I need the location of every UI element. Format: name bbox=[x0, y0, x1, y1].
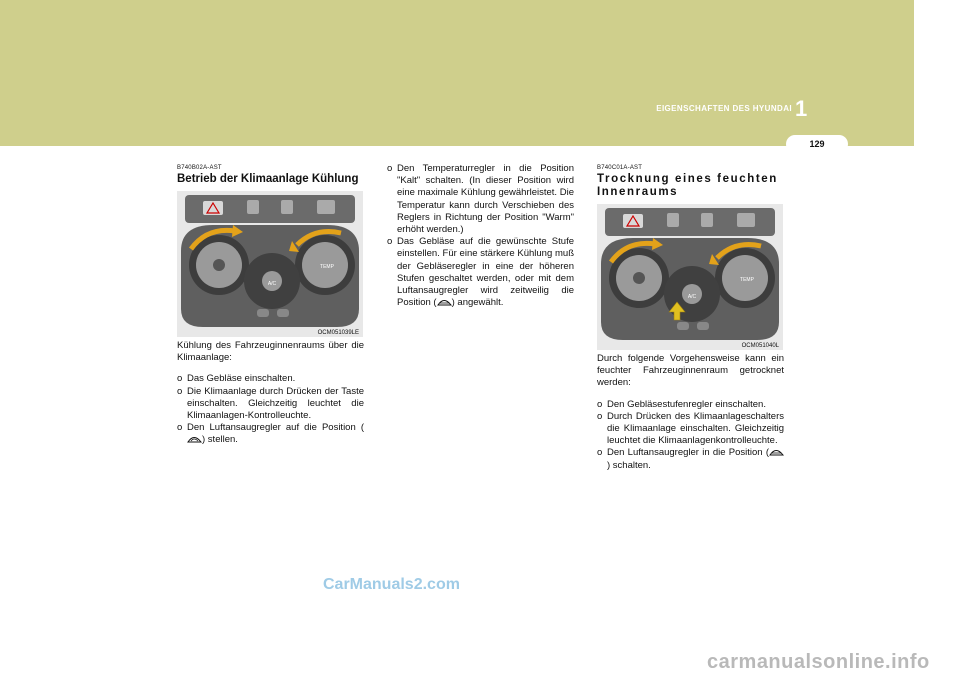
svg-text:A/C: A/C bbox=[687, 294, 697, 300]
climate-panel-illustration bbox=[597, 204, 783, 350]
list-item: o Den Luftansaugregler auf die Position () stellen. bbox=[177, 422, 364, 446]
fresh-air-icon bbox=[769, 447, 784, 457]
column-cooling-continued bbox=[387, 163, 574, 309]
page-number: 129 bbox=[786, 135, 848, 153]
climate-panel-figure bbox=[177, 191, 363, 337]
section-code: B740C01A-AST bbox=[597, 165, 643, 171]
list-item: o Die Klimaanlage durch Drücken der Taste einschalten. Gleichzeitig leuchtet die Klimaanlagen-Kontrolleuchte. bbox=[177, 385, 364, 422]
section-code: B740B02A-AST bbox=[177, 165, 222, 171]
climate-panel-figure bbox=[597, 204, 783, 350]
intro-text: Kühlung des Fahrzeuginnenraums über die Klimaanlage: bbox=[177, 340, 364, 364]
climate-panel-illustration bbox=[177, 191, 363, 337]
step-list bbox=[387, 163, 574, 309]
column-drying bbox=[597, 165, 784, 472]
list-item: o Durch Drücken des Klimaanlageschalters die Klimaanlage einschalten. Gleichzeitig leuchtet die Klimaanlagenkontrolleuchte. bbox=[597, 410, 784, 447]
intro-text: Durch folgende Vorgehensweise kann ein feuchter Fahrzeuginnenraum getrocknet werden: bbox=[597, 353, 784, 389]
chapter-title: EIGENSCHAFTEN DES HYUNDAI bbox=[656, 104, 792, 113]
list-item: o Den Luftansaugregler in die Position () schalten. bbox=[597, 447, 784, 471]
svg-text:A/C: A/C bbox=[267, 281, 277, 287]
list-item: o Den Temperaturregler in die Position "Kalt" schalten. (In dieser Position wird eine maximale Kühlung gewährleistet. Die Temperatur kann durch Verschieben des Reglers in Richtung der Position "Warm" erhöht werden.) bbox=[387, 163, 574, 236]
watermark-text: carmanualsonline.info bbox=[707, 651, 930, 673]
list-item: o Das Gebläse auf die gewünschte Stufe einstellen. Für eine stärkere Kühlung muß der Gebläseregler in eine der höheren Stufen geschaltet werden, oder mit dem Luftansaugregler wird zeitweilig die Position ( ) angewählt. bbox=[387, 236, 574, 309]
list-item: o Das Gebläse einschalten. bbox=[177, 373, 296, 385]
header-band bbox=[0, 0, 914, 146]
step-list bbox=[597, 399, 784, 472]
fresh-air-icon bbox=[437, 297, 452, 307]
watermark-link[interactable]: CarManuals2.com bbox=[323, 576, 460, 593]
chapter-number: 1 bbox=[795, 96, 808, 121]
column-cooling bbox=[177, 165, 364, 447]
figure-code: OCM051040L bbox=[741, 343, 779, 349]
recirculation-icon bbox=[187, 434, 202, 444]
svg-text:TEMP: TEMP bbox=[320, 264, 334, 270]
section-heading: Trocknung eines feuchten Innenraums bbox=[597, 173, 778, 198]
svg-text:TEMP: TEMP bbox=[740, 277, 754, 283]
figure-code: OCM051039LE bbox=[317, 330, 359, 336]
step-list bbox=[177, 373, 364, 446]
section-heading: Betrieb der Klimaanlage Kühlung bbox=[177, 173, 359, 185]
list-item: o Den Gebläsestufenregler einschalten. bbox=[597, 398, 766, 410]
